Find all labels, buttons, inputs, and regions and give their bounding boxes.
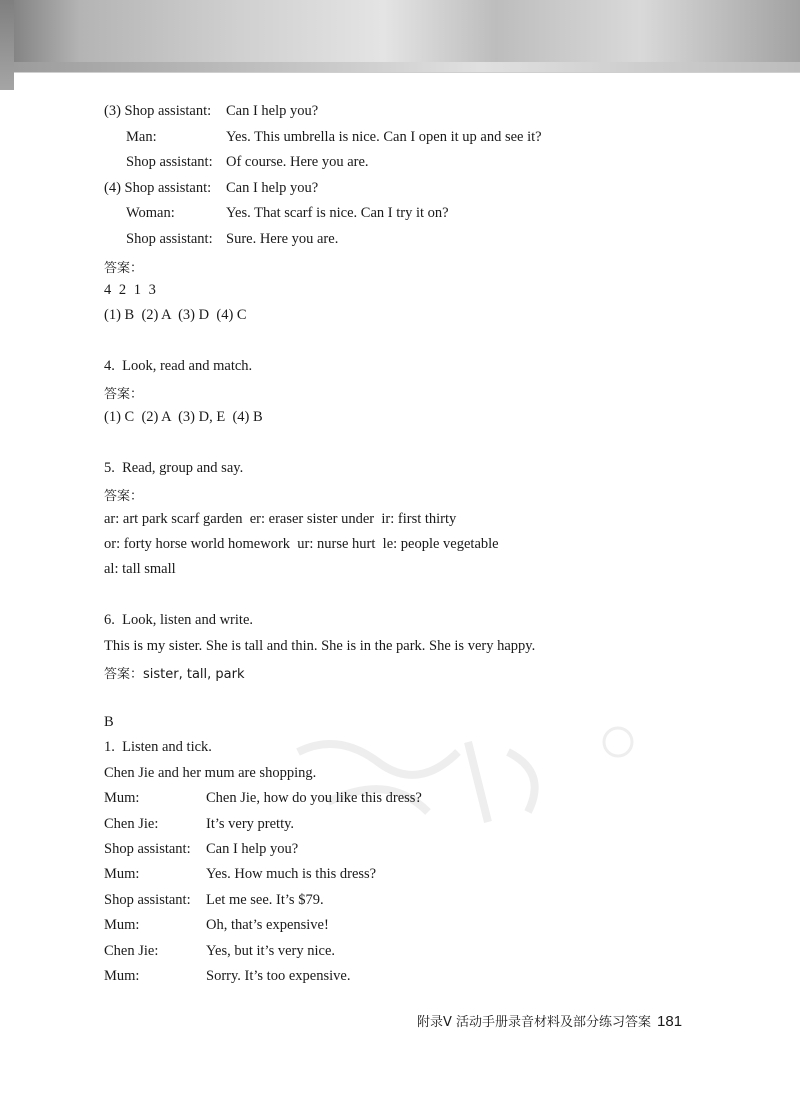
dialogue-line: Oh, that’s expensive!: [206, 917, 329, 933]
footer-section-title: 附录Ⅴ 活动手册录音材料及部分练习答案: [417, 1015, 652, 1030]
page-footer: [417, 1011, 682, 1030]
speaker-label: Chen Jie:: [104, 943, 159, 959]
dialogue-line: It’s very pretty.: [206, 816, 295, 832]
dialogue-line: Can I help you?: [226, 103, 319, 119]
answer-label: 答案：: [104, 261, 144, 276]
page-corner-decoration: [0, 0, 14, 90]
exercise-heading: 4. Look, read and match.: [104, 358, 253, 374]
dialogue-line: Yes. That scarf is nice. Can I try it on?: [226, 205, 449, 221]
header-banner: [0, 0, 800, 82]
answer-label: 答案：: [104, 489, 144, 504]
speaker-label: Mum:: [104, 790, 140, 806]
dialogue-line: Yes. This umbrella is nice. Can I open it up and see it?: [226, 129, 542, 145]
section-heading: B: [104, 714, 114, 730]
transcript-text: Chen Jie and her mum are shopping.: [104, 765, 317, 781]
header-banner-edge: [0, 72, 800, 83]
speaker-label: Shop assistant:: [126, 231, 213, 247]
answer-text: 答案：sister, tall, park: [104, 667, 245, 682]
speaker-label: Mum:: [104, 917, 140, 933]
page-number: 181: [657, 1013, 683, 1030]
dialogue-line: Chen Jie, how do you like this dress?: [206, 790, 422, 806]
exercise-heading: 1. Listen and tick.: [104, 739, 212, 755]
answer-text: 4 2 1 3: [104, 282, 156, 298]
publisher-watermark: [268, 712, 648, 832]
header-banner-strip: [0, 62, 800, 72]
dialogue-line: Yes. How much is this dress?: [206, 866, 377, 882]
answer-label: 答案：: [104, 387, 144, 402]
speaker-label: Shop assistant:: [104, 841, 191, 857]
transcript-text: This is my sister. She is tall and thin. She is in the park. She is very happy.: [104, 638, 536, 654]
speaker-label: Shop assistant:: [104, 892, 191, 908]
dialogue-line: Can I help you?: [206, 841, 299, 857]
exercise-heading: 6. Look, listen and write.: [104, 612, 254, 628]
speaker-label: (4) Shop assistant:: [104, 180, 212, 196]
answer-text: al: tall small: [104, 561, 176, 577]
dialogue-line: Sorry. It’s too expensive.: [206, 968, 351, 984]
speaker-label: Mum:: [104, 866, 140, 882]
speaker-label: Shop assistant:: [126, 154, 213, 170]
speaker-label: Mum:: [104, 968, 140, 984]
dialogue-line: Yes, but it’s very nice.: [206, 943, 336, 959]
speaker-label: Man:: [126, 129, 157, 145]
dialogue-line: Can I help you?: [226, 180, 319, 196]
answer-text: or: forty horse world homework ur: nurse hurt le: people vegetable: [104, 536, 499, 552]
speaker-label: Chen Jie:: [104, 816, 159, 832]
speaker-label: (3) Shop assistant:: [104, 103, 212, 119]
answer-text: (1) B (2) A (3) D (4) C: [104, 307, 247, 323]
speaker-label: Woman:: [126, 205, 175, 221]
exercise-heading: 5. Read, group and say.: [104, 460, 244, 476]
dialogue-line: Let me see. It’s $79.: [206, 892, 324, 908]
answer-text: (1) C (2) A (3) D, E (4) B: [104, 409, 263, 425]
dialogue-line: Sure. Here you are.: [226, 231, 339, 247]
answer-text: ar: art park scarf garden er: eraser sister under ir: first thirty: [104, 511, 457, 527]
dialogue-line: Of course. Here you are.: [226, 154, 369, 170]
